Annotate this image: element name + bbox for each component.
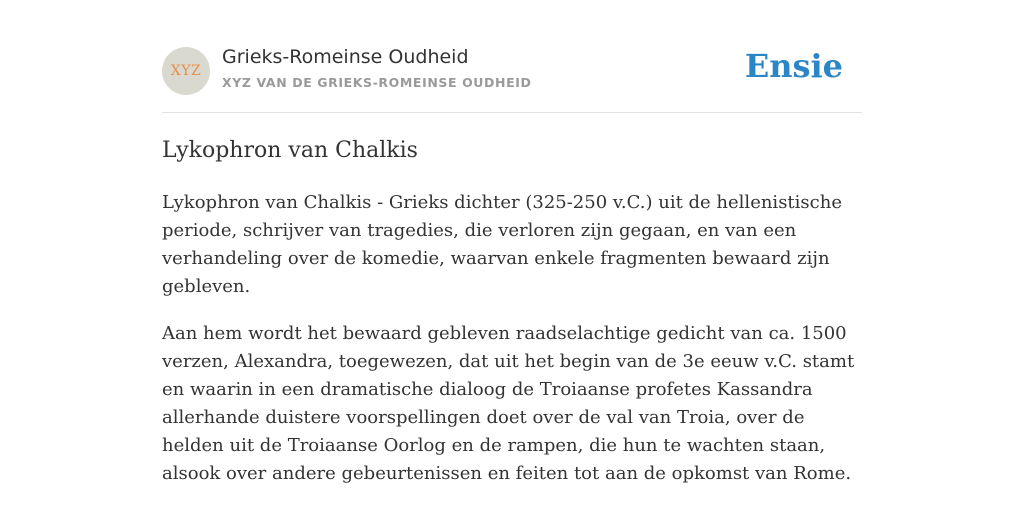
source-avatar[interactable]: XYZ [162, 47, 210, 95]
article-body [162, 189, 866, 507]
source-title[interactable]: Grieks-Romeinse Oudheid [222, 46, 469, 68]
article-paragraph: Aan hem wordt het bewaard gebleven raadselachtige gedicht van ca. 1500 verzen, Alexandra, toegewezen, dat uit het begin van de 3e eeuw v.C. stamt en waarin in een dramatische dialoog de Troiaanse profetes Kassandra allerhande duistere voorspellingen doet over de val van Troia, over de helden uit de Troiaanse Oorlog en de rampen, die hun te wachten staan, alsook over andere gebeurtenissen en feiten tot aan de opkomst van Rome. [162, 323, 855, 484]
source-header [162, 0, 862, 113]
article-paragraph: Lykophron van Chalkis - Grieks dichter (325-250 v.C.) uit de hellenistische periode, schrijver van tragedies, die verloren zijn gegaan, en van een verhandeling over de komedie, waarvan enkele fragmenten bewaard zijn gebleven. [162, 192, 842, 297]
article-card [162, 0, 862, 484]
brand-logo[interactable]: Ensie [744, 47, 843, 85]
source-subtitle: XYZ VAN DE GRIEKS-ROMEINSE OUDHEID [222, 75, 532, 90]
article-title: Lykophron van Chalkis [162, 138, 418, 163]
